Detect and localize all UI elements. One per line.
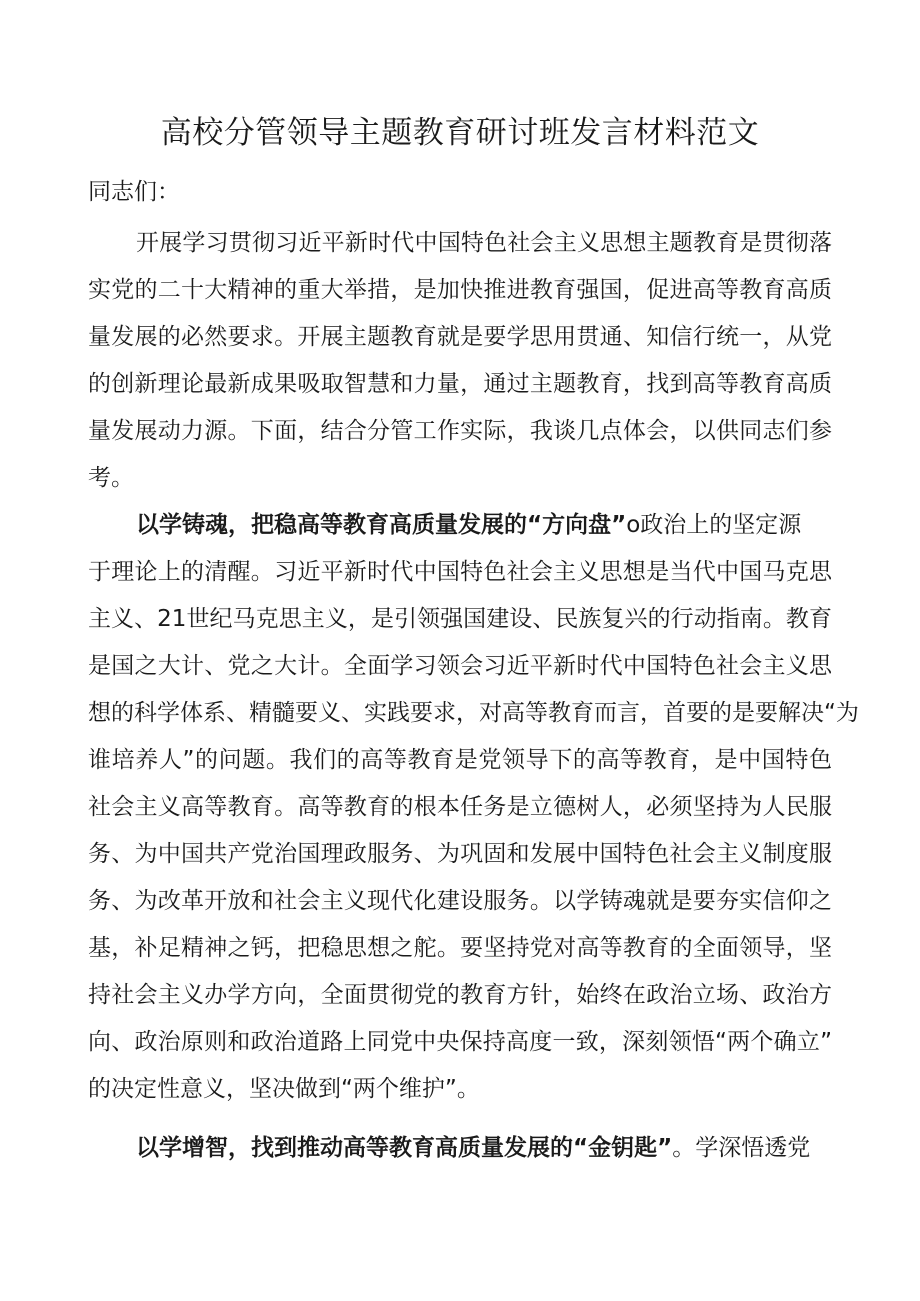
paragraph-2-line-5: 想的科学体系、精髓要义、实践要求，对高等教育而言，首要的是要解决“为 (88, 700, 859, 726)
paragraph-2-line-10: 基，补足精神之钙，把稳思想之舵。要坚持党对高等教育的全面领导，坚 (88, 935, 832, 961)
paragraph-1-line-1: 开展学习贯彻习近平新时代中国特色社会主义思想主题教育是贯彻落 (136, 230, 832, 256)
document-title: 高校分管领导主题教育研讨班发言材料范文 (160, 115, 760, 151)
section-heading-2: 以学增智，找到推动高等教育高质量发展的“金钥匙” (136, 1135, 673, 1161)
paragraph-1-line-5: 量发展动力源。下面，结合分管工作实际，我谈几点体会，以供同志们参 (88, 418, 832, 444)
paragraph-2-line-2: 于理论上的清醒。习近平新时代中国特色社会主义思想是当代中国马克思 (88, 559, 832, 585)
paragraph-2-lead-text: o政治上的坚定源 (626, 512, 802, 538)
paragraph-2-line-13: 的决定性意义，坚决做到“两个维护”。 (88, 1076, 480, 1102)
paragraph-2-line-4: 是国之大计、党之大计。全面学习领会习近平新时代中国特色社会主义思 (88, 653, 832, 679)
paragraph-2-line-1 (136, 510, 801, 540)
paragraph-1-line-6: 考。 (88, 465, 134, 491)
paragraph-2-line-6: 谁培养人”的问题。我们的高等教育是党领导下的高等教育，是中国特色 (88, 747, 832, 773)
paragraph-3-line-1 (136, 1133, 810, 1163)
paragraph-2-line-3: 主义、21世纪马克思主义，是引领强国建设、民族复兴的行动指南。教育 (88, 606, 832, 632)
paragraph-1-line-2: 实党的二十大精神的重大举措，是加快推进教育强国，促进高等教育高质 (88, 277, 832, 303)
paragraph-2-line-7: 社会主义高等教育。高等教育的根本任务是立德树人，必须坚持为人民服 (88, 794, 832, 820)
paragraph-1-line-3: 量发展的必然要求。开展主题教育就是要学思用贯通、知信行统一，从党 (88, 324, 832, 350)
paragraph-1-line-4: 的创新理论最新成果吸取智慧和力量，通过主题教育，找到高等教育高质 (88, 371, 832, 397)
paragraph-3-lead-text: 。学深悟透党 (672, 1135, 811, 1161)
salutation: 同志们： (88, 179, 180, 205)
paragraph-2-line-8: 务、为中国共产党治国理政服务、为巩固和发展中国特色社会主义制度服 (88, 841, 832, 867)
paragraph-2-line-11: 持社会主义办学方向，全面贯彻党的教育方针，始终在政治立场、政治方 (88, 982, 832, 1008)
paragraph-2-line-9: 务、为改革开放和社会主义现代化建设服务。以学铸魂就是要夯实信仰之 (88, 888, 832, 914)
section-heading-1: 以学铸魂，把稳高等教育高质量发展的“方向盘” (136, 512, 627, 538)
paragraph-2-line-12: 向、政治原则和政治道路上同党中央保持高度一致，深刻领悟“两个确立” (88, 1029, 832, 1055)
